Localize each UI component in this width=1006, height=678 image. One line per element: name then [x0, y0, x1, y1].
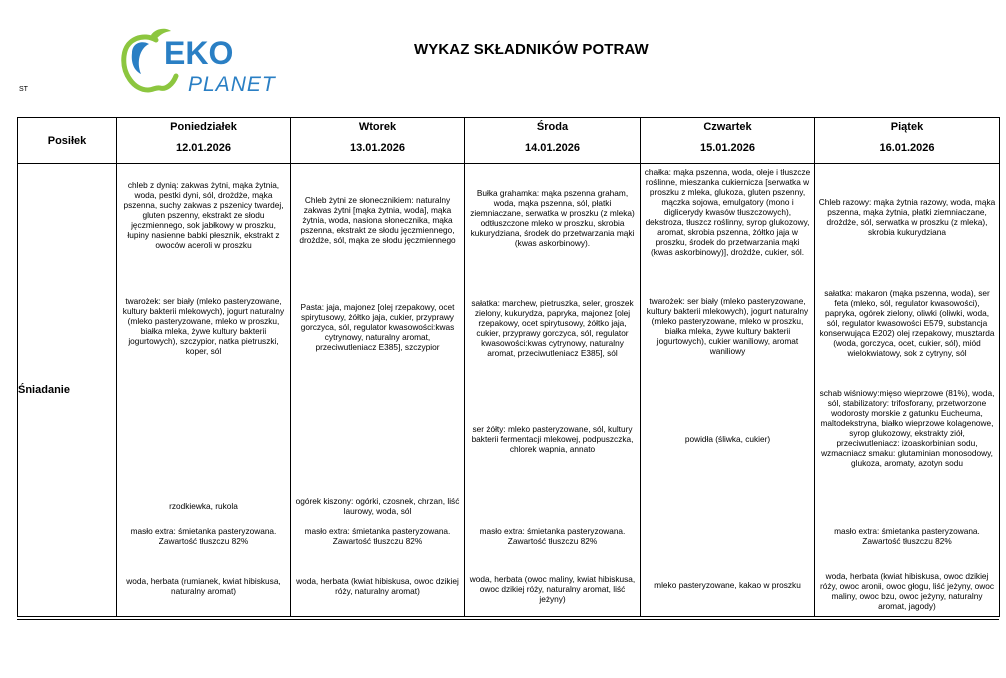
ingredient-item: masło extra: śmietanka pasteryzowana. Zawartość tłuszczu 82%	[479, 526, 626, 546]
day-name: Czwartek	[703, 121, 752, 133]
ingredient-item: masło extra: śmietanka pasteryzowana. Zawartość tłuszczu 82%	[304, 526, 451, 546]
cell-wednesday	[465, 164, 641, 617]
ingredient-item: Chleb razowy: mąka żytnia razowy, woda, mąka pszenna, mąka żytnia, płatki ziemniaczane, drożdże, sól, serwatka w proszku (z mleka), skrobia kukurydziana	[818, 197, 996, 237]
ingredient-item: woda, herbata (rumianek, kwiat hibiskusa, naturalny aromat)	[126, 576, 281, 596]
day-date: 15.01.2026	[699, 142, 756, 154]
cell-thursday	[641, 164, 815, 617]
ingredient-item: ser żółty: mleko pasteryzowane, sól, kultury bakterii fermentacji mlekowej, podpuszczka, chlorek wapnia, annato	[471, 424, 634, 454]
day-name: Piątek	[890, 121, 924, 133]
ingredient-item: twarożek: ser biały (mleko pasteryzowane, kultury bakterii mlekowych), jogurt naturalny (mleko pasteryzowane, mleko w proszku, białka mleka, żywe kultury bakterii jogurtowych), szczypior, natka pietruszki, koper, sól	[122, 296, 285, 356]
day-date: 14.01.2026	[524, 142, 581, 154]
day-date: 12.01.2026	[175, 142, 232, 154]
cell-friday	[815, 164, 1000, 617]
ingredient-item: rzodkiewka, rukola	[169, 501, 238, 511]
header-day-monday	[117, 118, 291, 164]
st-label: ST	[19, 86, 28, 93]
day-name: Środa	[536, 121, 569, 133]
ingredients-table	[17, 117, 1000, 617]
apple-inner-icon	[132, 42, 149, 74]
ingredient-item: masło extra: śmietanka pasteryzowana. Zawartość tłuszczu 82%	[130, 526, 277, 546]
bottom-rule	[17, 619, 999, 620]
ingredient-item: woda, herbata (owoc maliny, kwiat hibiskusa, owoc dzikiej róży, naturalny aromat, liść jeżyny)	[469, 574, 636, 604]
ingredient-item: chleb z dynią: zakwas żytni, mąka żytnia, woda, pestki dyni, sól, drożdże, mąka pszenna, suchy zakwas z pszenicy twardej, gluten pszenny, ekstrakt ze słodu jęczmiennego, sok jabłkowy w proszku, łupiny nasienne babki płesznik, ekstrakt z owoców aceroli w proszku	[123, 180, 284, 250]
ingredient-item: powidła (śliwka, cukier)	[684, 434, 771, 444]
header-posilek: Posiłek	[18, 118, 117, 164]
ingredient-item: chałka: mąka pszenna, woda, oleje i tłuszcze roślinne, mieszanka cukiernicza [serwatka w proszku z mleka, glukoza, gluten pszenny, mączka sojowa, emulgatory (mono i diglicerydy kwasów tłuszczowych), dekstroza, tłuszcz roślinny, syrop glukozowy, aromat, skrobia pszenna, żółtko jaja w proszku, środek do przetwarzania mąki (kwas askorbinowy)], drożdże, cukier, sól.	[644, 167, 811, 257]
ingredient-item: ogórek kiszony: ogórki, czosnek, chrzan, liść laurowy, woda, sól	[295, 496, 460, 516]
day-name: Poniedziałek	[170, 121, 237, 133]
ingredient-item: schab wiśniowy:mięso wieprzowe (81%), woda, sól, stabilizatory: trifosforany, przetworzone wodorosty morskie z gatunku Eucheuma, maltodekstryna, białko wieprzowe kolagenowe, syrop glukozowy, ekstrakty ziół, przeciwutleniacz: izoaskorbinian sodu, wzmacniacz smaku: glutaminian monosodowy, glukoza, aromaty, azotyn sodu	[819, 388, 995, 468]
logo-word-planet: PLANET	[188, 73, 276, 96]
day-date: 13.01.2026	[349, 142, 406, 154]
logo-word-eko: EKO	[164, 35, 234, 71]
eko-planet-logo	[118, 26, 283, 98]
header-day-wednesday	[465, 118, 641, 164]
header-day-thursday	[641, 118, 815, 164]
meal-label-breakfast: Śniadanie	[18, 164, 117, 617]
ingredient-item: woda, herbata (kwiat hibiskusa, owoc dzikiej róży, naturalny aromat)	[296, 576, 459, 596]
cell-tuesday	[291, 164, 465, 617]
ingredient-item: sałatka: marchew, pietruszka, seler, groszek zielony, kukurydza, papryka, majonez [olej rzepakowy, ocet spirytusowy, żółtko jaja, cukier, przyprawy gorczyca, sól, regulator kwasowości:kwas cytrynowy, naturalny aromat, przeciwutleniacz E385], sól	[471, 298, 634, 358]
day-name: Wtorek	[358, 121, 397, 133]
document-title: WYKAZ SKŁADNIKÓW POTRAW	[414, 41, 649, 58]
cell-monday	[117, 164, 291, 617]
ingredient-item: woda, herbata (kwiat hibiskusa, owoc dzikiej róży, owoc aronii, owoc głogu, liść jeżyny, owoc maliny, owoc bzu, owoc jeżyny, naturalny aromat, jagody)	[820, 571, 994, 611]
ingredient-item: twarożek: ser biały (mleko pasteryzowane, kultury bakterii mlekowych), jogurt naturalny (mleko pasteryzowane, mleko w proszku, białka mleka, żywe kultury bakterii jogurtowych), cukier waniliowy, aromat waniliowy	[646, 296, 809, 356]
ingredient-item: mleko pasteryzowane, kakao w proszku	[654, 580, 801, 590]
ingredient-item: Pasta: jaja, majonez [olej rzepakowy, ocet spirytusowy, żółtko jaja, cukier, przyprawy gorczyca, sól, regulator kwasowości:kwas cytrynowy, naturalny aromat, przeciwutleniacz E385], szczypior	[300, 302, 455, 352]
ingredient-item: Bułka grahamka: mąka pszenna graham, woda, mąka pszenna, sól, płatki ziemniaczane, serwatka w proszku (z mleka) odtłuszczone mleko w proszku, skrobia kukurydziana, środek do przetwarzania mąki (kwas askorbinowy).	[470, 188, 635, 248]
ingredient-item: masło extra: śmietanka pasteryzowana. Zawartość tłuszczu 82%	[834, 526, 980, 546]
day-date: 16.01.2026	[879, 142, 935, 154]
ingredient-item: Chleb żytni ze słonecznikiem: naturalny zakwas żytni [mąka żytnia, woda], mąka żytnia, woda, nasiona słonecznika, mąka pszenna, ekstrakt ze słodu jęczmiennego, drożdże, sól, mąka ze słodu jęczmiennego	[299, 195, 456, 245]
header-day-friday	[815, 118, 1000, 164]
ingredient-item: sałatka: makaron (mąka pszenna, woda), ser feta (mleko, sól, regulator kwasowości), papryka, ogórek zielony, oliwki (oliwki, woda, sól, regulator kwasowości E579, substancja konserwująca E202) olej rzepakowy, musztarda (woda, gorczyca, ocet, cukier, sól), miód wielokwiatowy, sok z cytryny, sól	[819, 288, 995, 358]
header-day-tuesday	[291, 118, 465, 164]
